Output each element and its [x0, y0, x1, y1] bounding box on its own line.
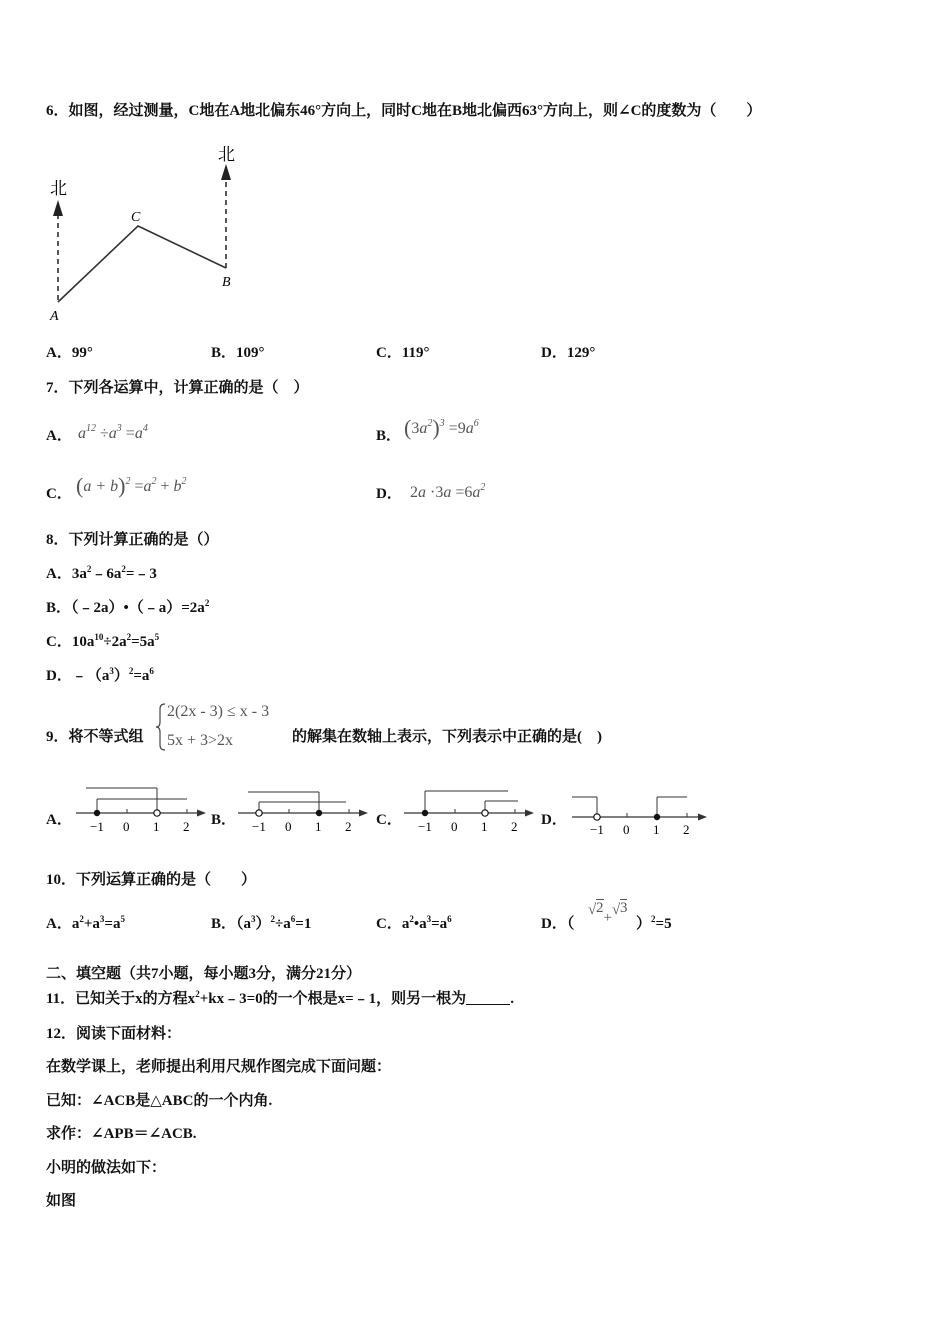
q8b-s1: 2 [204, 598, 210, 608]
q9-brace [155, 703, 167, 751]
q7b-exp: 2 [427, 418, 433, 429]
q7a-exp2: 3 [116, 423, 122, 434]
q7c-inner: a + b [83, 478, 119, 495]
q9-suffix: 的解集在数轴上表示，下列表示中正确的是( ) [292, 729, 602, 745]
q9-numberline-a [72, 780, 208, 840]
q10-option-d-expr [588, 900, 628, 926]
q10-option-b [211, 914, 311, 934]
q7a-op: ÷ [96, 425, 109, 442]
q9-numberline-b [234, 780, 370, 840]
q8d-s2: 2 [128, 666, 134, 676]
q10b-r2: =1 [295, 916, 312, 932]
q6-point-label-a: A [50, 309, 59, 324]
q10b-m: ） [255, 916, 271, 932]
q10c-s1: 2 [409, 914, 414, 924]
q7d-c2: 3 [435, 484, 444, 501]
q9a-tick-2: 2 [183, 819, 190, 834]
q8a-r: =﹣3 [125, 566, 157, 582]
q10d-sqrt3: √ 3 [611, 900, 628, 918]
q7b-eq: = [444, 420, 458, 437]
q11-pre: 11．已知关于x的方程x [46, 991, 196, 1007]
q6-north-label-a: 北 [50, 179, 67, 198]
q10d-s: 2 [651, 914, 656, 924]
q8a-m: ﹣6a [91, 566, 122, 582]
q9b-tick-2: 2 [345, 819, 352, 834]
q8d-m: ） [113, 668, 129, 684]
q12-line-5: 小明的做法如下： [46, 1160, 167, 1176]
q9a-tick-0: 0 [123, 819, 130, 834]
q10c-r: =a [431, 916, 448, 932]
q9a-tick-1: 1 [153, 819, 160, 834]
q10c-s3: 6 [447, 914, 452, 924]
q8b-l: B．（﹣2a）•（﹣a）=2a [46, 600, 205, 616]
q10b-s2: 2 [270, 914, 276, 924]
q10c-m: •a [413, 916, 427, 932]
q6-option-d: D．129° [541, 345, 596, 361]
q10b-s1: 3 [251, 914, 256, 924]
q8c-s3: 5 [154, 632, 160, 642]
q9a-tick-m1: −1 [90, 819, 104, 834]
q7b-rparen: ) [432, 415, 440, 440]
q12-line-2: 在数学课上，老师提出利用尺规作图完成下面问题： [46, 1059, 392, 1075]
q7a-base3: a [134, 425, 143, 442]
q7c-plus: + [156, 478, 174, 495]
q6-option-a: A．99° [46, 345, 93, 361]
q7c-lparen: ( [76, 473, 84, 498]
q12-line-4: 求作：∠APB＝∠ACB. [46, 1126, 197, 1142]
q10d-r: =5 [655, 916, 672, 932]
q8-option-a [46, 564, 157, 584]
q7a-eq: = [121, 425, 135, 442]
q8c-r: =5a [131, 634, 155, 650]
q7d-v1: a [418, 484, 426, 501]
q7c-exp1: 2 [151, 476, 157, 487]
q9-inequality-2: 5x + 3>2x [167, 732, 234, 749]
q7-label-d: D． [376, 486, 402, 502]
q10b-r: ÷a [275, 916, 291, 932]
q9d-tick-m1: −1 [590, 822, 604, 837]
q9b-tick-0: 0 [285, 819, 292, 834]
q7b-exp3: 6 [473, 418, 479, 429]
q10b-s3: 6 [290, 914, 296, 924]
q7b-coef2: 9 [457, 420, 466, 437]
q12-line-1: 12．阅读下面材料： [46, 1026, 182, 1042]
q9c-tick-m1: −1 [418, 819, 432, 834]
q10-option-c [376, 914, 452, 934]
q8a-l: A．3a [46, 566, 87, 582]
q6-point-label-c: C [131, 210, 141, 225]
q9c-tick-2: 2 [511, 819, 518, 834]
q7d-eq: = [451, 484, 465, 501]
q10d-r2: 3 [619, 900, 628, 916]
q8-option-b [46, 598, 209, 618]
q7a-exp3: 4 [142, 423, 148, 434]
q10a-s1: 2 [79, 914, 84, 924]
q6-option-b: B．109° [211, 345, 265, 361]
q7-option-c-expr [76, 473, 187, 498]
q11-post: +kx﹣3=0的一个根是x=﹣1，则另一根为 [199, 991, 467, 1007]
q7c-exp: 2 [125, 476, 131, 487]
q9-label-d: D． [541, 812, 567, 828]
q10d-close: ） [636, 916, 652, 932]
q9-numberline-d [570, 780, 710, 840]
q7b-exp2: 3 [439, 418, 445, 429]
q8-option-c [46, 632, 159, 652]
q7-label-c: C． [46, 486, 72, 502]
q10-option-d-label [541, 914, 574, 934]
q8d-r: =a [133, 668, 150, 684]
q6-stem: 6．如图，经过测量，C地在A地北偏东46°方向上，同时C地在B地北偏西63°方向上，则∠C的度数为（ ） [46, 103, 762, 119]
q11-answer-blank[interactable] [466, 990, 510, 1005]
q10-option-a [46, 914, 125, 934]
q10d-r1: 2 [596, 900, 604, 916]
q7c-eq: = [130, 478, 144, 495]
q10a-s3: 5 [120, 914, 125, 924]
q8c-l: C．10a [46, 634, 95, 650]
q7c-exp2: 2 [181, 476, 187, 487]
q8c-s1: 10 [94, 632, 104, 642]
q7-label-b: B． [376, 428, 402, 444]
q7b-coef: 3 [411, 420, 420, 437]
q7b-var: a [419, 420, 428, 437]
q7d-c3: 6 [464, 484, 473, 501]
q9d-tick-0: 0 [623, 822, 630, 837]
q11-sup: 2 [195, 989, 200, 999]
q10a-s2: 3 [99, 914, 105, 924]
q10-stem: 10．下列运算正确的是（ ） [46, 872, 257, 888]
q10c-t: C．a [376, 916, 410, 932]
q8c-s2: 2 [126, 632, 132, 642]
q6-path-a-c-b [58, 226, 226, 302]
q7c-rparen: ) [118, 473, 126, 498]
q8a-s1: 2 [86, 564, 92, 574]
q9d-tick-1: 1 [653, 822, 660, 837]
q9b-tick-m1: −1 [252, 819, 266, 834]
q7d-v2: a [443, 484, 452, 501]
q8d-s3: 6 [149, 666, 154, 676]
q6-north-arrow-a [53, 200, 63, 300]
q8c-m: ÷2a [103, 634, 127, 650]
q10a-t: A．a [46, 916, 80, 932]
q8d-l: D．﹣（a [46, 668, 110, 684]
q8-stem: 8．下列计算正确的是（） [46, 532, 219, 548]
q9b-tick-1: 1 [315, 819, 322, 834]
q6-north-arrow-b [221, 164, 231, 268]
q9-numberline-c [400, 780, 536, 840]
q7c-var1: a [143, 478, 152, 495]
q7d-v3: a [472, 484, 481, 501]
q7-label-a: A． [46, 428, 72, 444]
q7d-exp: 2 [480, 482, 486, 493]
q6-north-label-b: 北 [218, 145, 235, 164]
q9-label-c: C． [376, 812, 402, 828]
q10a-m: +a [83, 916, 100, 932]
q10-option-d-tail [636, 914, 672, 934]
q8-option-d [46, 666, 154, 686]
q11-stem [46, 989, 514, 1009]
q7-option-d-expr [410, 483, 485, 503]
q6-figure [40, 140, 250, 330]
section-2-heading: 二、填空题（共7小题，每小题3分，满分21分） [46, 966, 362, 982]
q7a-exp1: 12 [86, 423, 96, 434]
q10c-s2: 3 [426, 914, 432, 924]
q9-label-b: B． [211, 812, 237, 828]
q9-prefix: 9．将不等式组 [46, 729, 144, 745]
q10d-sqrt2: √ 2 [588, 900, 604, 918]
q9-inequality-1: 2(2x - 3) ≤ x - 3 [167, 703, 270, 720]
q7b-lparen: ( [404, 415, 412, 440]
q7a-base2: a [108, 425, 117, 442]
q9c-tick-1: 1 [481, 819, 488, 834]
q9-label-a: A． [46, 812, 72, 828]
q9d-tick-2: 2 [683, 822, 690, 837]
q12-line-3: 已知：∠ACB是△ABC的一个内角. [46, 1093, 273, 1109]
q9c-tick-0: 0 [451, 819, 458, 834]
q12-line-6: 如图 [46, 1193, 77, 1209]
q7b-var2: a [465, 420, 474, 437]
q11-end: . [510, 991, 514, 1007]
q7c-var2: b [173, 478, 182, 495]
q7-option-b-expr [404, 415, 479, 440]
q7d-dot: · [426, 484, 436, 501]
q10d-plus: + [603, 910, 612, 926]
q8a-s2: 2 [121, 564, 126, 574]
q7a-base1: a [78, 425, 86, 442]
q10d-t: D．（ [541, 916, 575, 932]
q7-stem: 7．下列各运算中，计算正确的是（ ） [46, 380, 309, 396]
q10a-r: =a [104, 916, 121, 932]
q6-point-label-b: B [222, 275, 231, 290]
q10b-t: B．（a [211, 916, 252, 932]
q8d-s1: 3 [109, 666, 114, 676]
q7-option-a-expr [78, 424, 148, 444]
q6-option-c: C．119° [376, 345, 430, 361]
q7d-c1: 2 [410, 484, 418, 501]
